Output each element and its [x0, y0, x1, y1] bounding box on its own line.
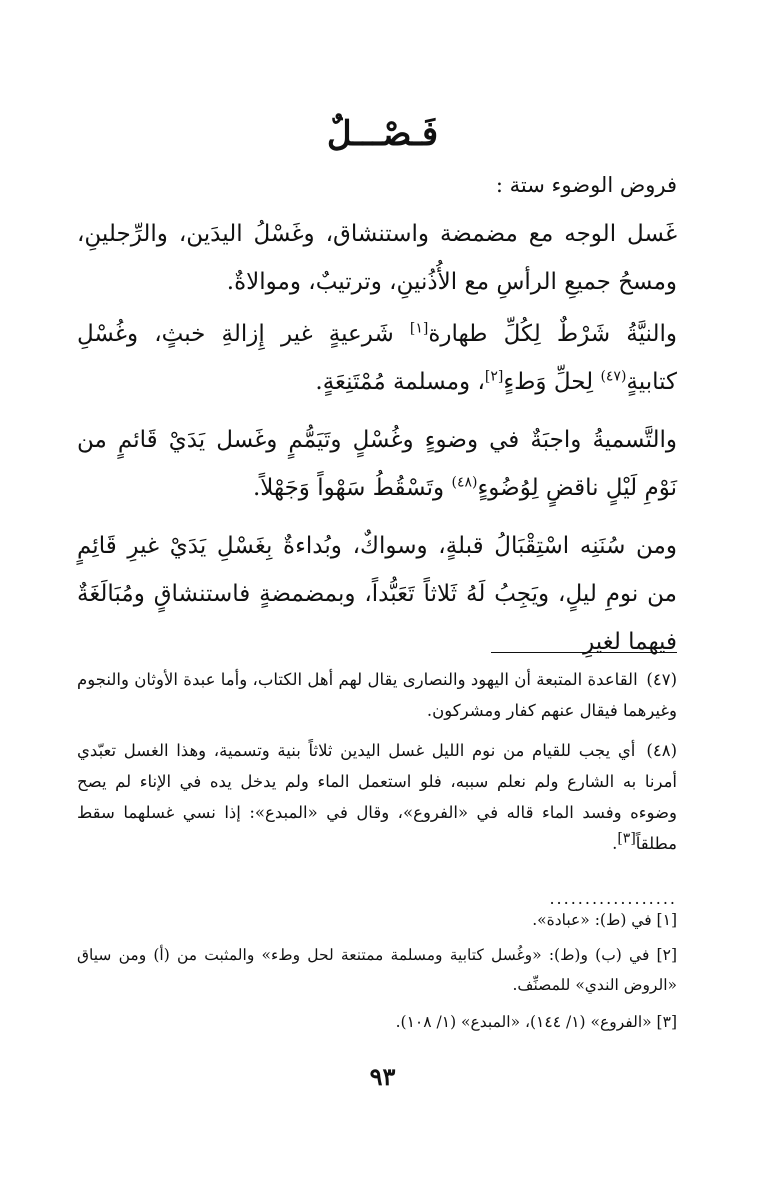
endnote — [77, 940, 677, 1000]
page-number: ٩٣ — [369, 1062, 396, 1091]
endnote-text — [77, 940, 677, 1000]
endnote — [77, 905, 677, 935]
endnote-number: [٢] — [656, 946, 677, 964]
text-segment: لِحلِّ وَطءٍ — [503, 369, 601, 395]
paragraph-text — [77, 310, 677, 406]
endnote-body: في (ط): «عبادة». — [532, 911, 657, 929]
paragraph-obligations — [77, 210, 677, 306]
footnote-text — [77, 735, 677, 859]
footnote — [77, 664, 677, 726]
text-segment: وتَسْقُطُ سَهْواً وَجَهْلاً. — [252, 475, 452, 501]
endnote-number: [٣] — [656, 1013, 677, 1031]
endnote-ref[interactable]: [٢] — [484, 368, 504, 385]
paragraph-sunnah — [77, 522, 677, 666]
footnote-divider — [491, 652, 677, 653]
endnote-number: [١] — [656, 911, 677, 929]
endnote-body: «الفروع» (١/ ١٤٤)، «المبدع» (١/ ١٠٨). — [395, 1013, 657, 1031]
footnote-ref[interactable]: (٤٧) — [600, 368, 627, 385]
section-subheading: فروض الوضوء ستة : — [495, 173, 677, 197]
footnote-end: . — [612, 834, 618, 853]
paragraph-text: ومن سُنَنِه اسْتِقْبَالُ قبلةٍ، وسواكٌ، وبُداءةٌ بِغَسْلِ يَدَيْ غيرِ قَائِمٍ من نومِ ليلٍ، ويَجِبُ لَهُ ثَلاثاً تَعَبُّداً، وبمضمضةٍ فاستنشاقٍ ومُبَالَغَةٌ فيهما لغيرِ — [77, 533, 677, 655]
footnote-body: أي يجب للقيام من نوم الليل غسل اليدين ثلاثاً بنية وتسمية، وهذا الغسل تعبّدي أمرنا به الشارع ولم نعلم سببه، فلو استعمل الماء ولم يدخل يده في الإناء لم يصح وضوءه وفسد الماء قاله في «الفروع»، وقال في «المبدع»: إذا نسي غسلهما سقط مطلقاً — [77, 741, 677, 853]
paragraph-text — [77, 416, 677, 512]
footnote — [77, 735, 677, 859]
endnote-ref[interactable]: [١] — [409, 320, 429, 337]
footnote-ref[interactable]: (٤٨) — [451, 474, 478, 491]
footnote-body: القاعدة المتبعة أن اليهود والنصارى يقال لهم أهل الكتاب، وأما عبدة الأوثان والنجوم وغيرهما فيقال عنهم كفار ومشركون. — [77, 670, 677, 720]
section-heading: فَـصْـــلٌ — [326, 114, 439, 154]
footnote-number: (٤٧) — [646, 670, 677, 689]
paragraph-basmala — [77, 416, 677, 512]
paragraph-intention — [77, 310, 677, 406]
text-segment: والتَّسميةُ واجبَةٌ في وضوءٍ وغُسْلٍ وتَيَمُّمٍ وغَسل يَدَيْ قَائمٍ من نَوْمِ لَيْلٍ ناقضٍ لِوُضُوءٍ — [77, 427, 677, 501]
text-segment: شَرعيةٍ غير إِزالةِ خبثٍ، وغُسْلِ كتابيةٍ — [77, 321, 677, 395]
endnote — [77, 1007, 677, 1037]
text-segment: ، ومسلمة مُمْتَنِعَةٍ. — [315, 369, 485, 395]
footnote-text — [77, 664, 677, 726]
endnote-separator: .................. — [549, 890, 677, 908]
paragraph-text: غَسل الوجه مع مضمضة واستنشاق، وغَسْلُ اليدَين، والرِّجلينِ، ومسحُ جميعِ الرأسِ مع الأُذُنينِ، وترتيبٌ، وموالاةٌ. — [77, 221, 677, 295]
endnote-text — [77, 1007, 677, 1037]
endnote-ref[interactable]: [٣] — [617, 830, 636, 847]
endnote-body: في (ب) و(ط): «وغُسل كتابية ومسلمة ممتنعة لحل وطء» والمثبت من (أ) ومن سياق «الروض الندي» للمصنِّف. — [77, 946, 677, 994]
text-segment: والنيَّةُ شَرْطٌ لِكُلِّ طهارة — [428, 321, 677, 347]
footnote-number: (٤٨) — [646, 741, 677, 760]
endnote-text — [77, 905, 677, 935]
